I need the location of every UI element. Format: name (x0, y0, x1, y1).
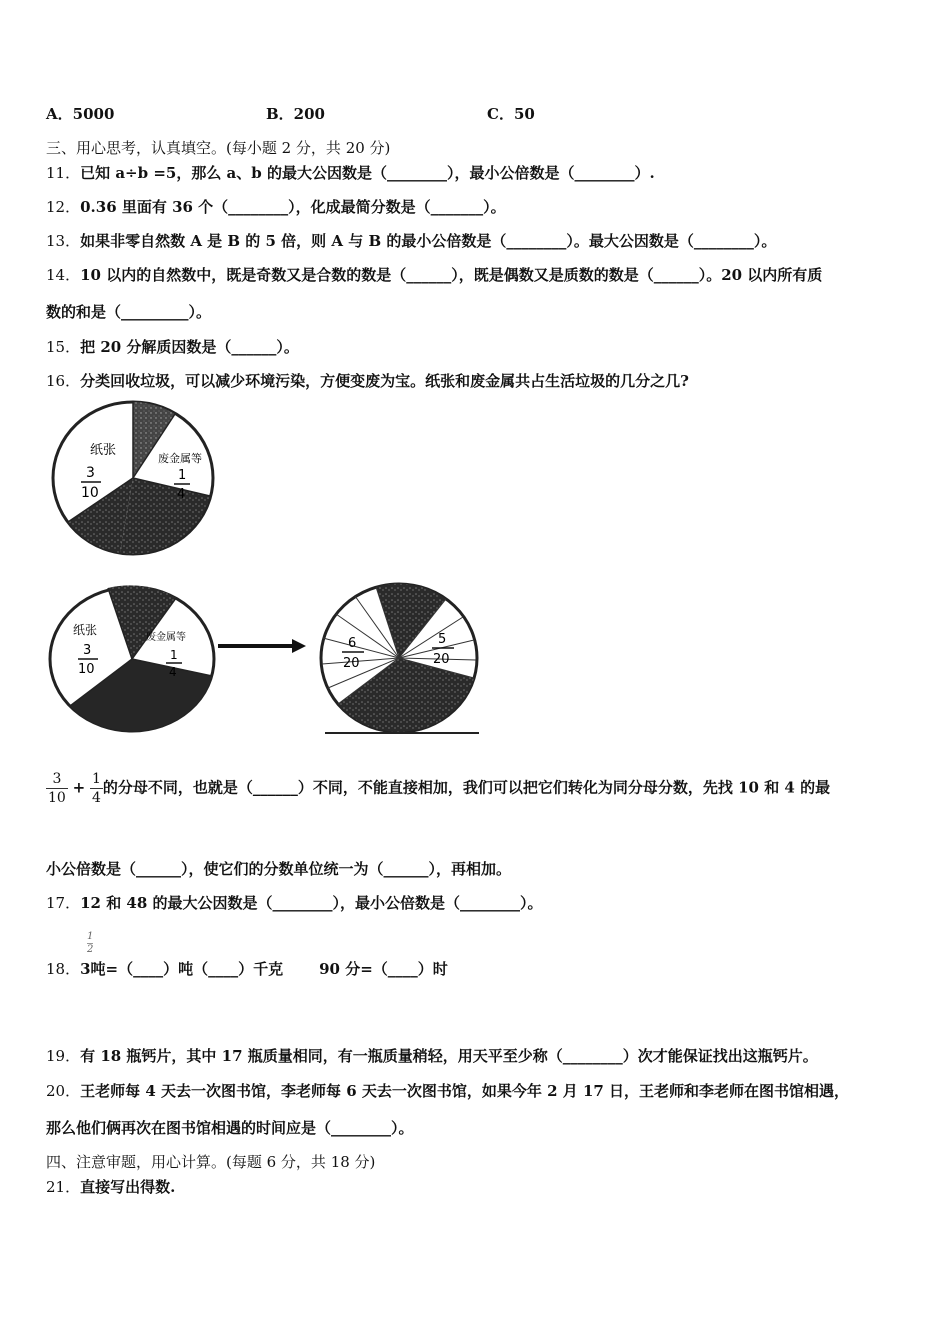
q11-number: 11． (46, 164, 81, 182)
q19-number: 19． (46, 1047, 81, 1065)
q16-text: 分类回收垃圾，可以减少环境污染，方便变废为宝。纸张和废金属共占生活垃圾的几分之几? (80, 372, 689, 390)
q17-text: 12 和 48 的最大公因数是（________），最小公倍数是（________）。 (80, 894, 543, 912)
question-15 (46, 336, 299, 357)
q12-number: 12． (46, 198, 81, 216)
q18-whole: 3 (80, 960, 91, 978)
q16-number: 16． (46, 372, 81, 390)
pie3-right-numerator: 5 (438, 632, 447, 647)
pie3-left-numerator: 6 (348, 636, 357, 651)
garbage-pie-chart (50, 400, 220, 558)
paper-numerator: 3 (86, 465, 95, 481)
q13-text: 如果非零自然数 A 是 B 的 5 倍，则 A 与 B 的最小公倍数是（________）。最大公因数是（________）。 (80, 232, 777, 250)
q13-number: 13． (46, 232, 81, 250)
metal-label: 废金属等 (158, 452, 202, 465)
q21-number: 21． (46, 1178, 81, 1196)
q16-followup-text: 的分母不同，也就是（______）不同，不能直接相加，我们可以把它们转化为同分母分数，先找 10 和 4 的最 (102, 778, 831, 797)
question-12 (46, 196, 506, 217)
q14-number: 14． (46, 266, 81, 284)
paper-denominator: 10 (81, 485, 99, 501)
paper-label: 纸张 (90, 443, 117, 458)
question-17 (46, 892, 543, 913)
fraction-expression (46, 770, 830, 807)
pie2-paper-label: 纸张 (73, 623, 98, 637)
question-19 (46, 1045, 818, 1066)
q19-text: 有 18 瓶钙片，其中 17 瓶质量相同，有一瓶质量稍轻，用天平至少称（________）次才能保证找出这瓶钙片。 (80, 1047, 818, 1065)
pie2-metal-label: 废金属等 (146, 632, 186, 643)
q20-continuation: 那么他们俩再次在图书馆相遇的时间应是（________）。 (46, 1119, 414, 1137)
question-11 (46, 162, 655, 183)
q15-number: 15． (46, 338, 81, 356)
question-16 (46, 370, 689, 391)
pie3-right-denominator: 20 (433, 652, 450, 667)
garbage-pie-chart-2 (48, 584, 220, 734)
question-20 (46, 1080, 849, 1101)
option-b: B．200 (266, 105, 325, 123)
metal-numerator: 1 (178, 468, 187, 483)
q16-followup-continuation: 小公倍数是（______），使它们的分数单位统一为（______），再相加。 (46, 860, 512, 878)
option-a: A．5000 (46, 105, 115, 123)
pie2-paper-denominator: 10 (78, 662, 95, 677)
pie2-paper-numerator: 3 (83, 643, 92, 658)
pie2-metal-denominator: 4 (169, 665, 177, 679)
fraction-3-10: $\frac{3}{10}$ (48, 771, 66, 806)
metal-denominator: 4 (177, 487, 186, 502)
q18-text-2: 90 分=（____）时 (319, 960, 448, 978)
baseline-divider (325, 732, 479, 734)
q20-text: 王老师每 4 天去一次图书馆，李老师每 6 天去一次图书馆，如果今年 2 月 17 日，王老师和李老师在图书馆相遇， (80, 1082, 850, 1100)
q20-number: 20． (46, 1082, 81, 1100)
q12-text: 0.36 里面有 36 个（________），化成最简分数是（_______）。 (80, 198, 506, 216)
plus-sign: + (72, 778, 86, 797)
q17-number: 17． (46, 894, 81, 912)
arrow-right-icon (216, 636, 308, 656)
option-c: C．50 (487, 105, 535, 123)
q21-text: 直接写出得数. (80, 1178, 176, 1196)
question-21 (46, 1176, 175, 1197)
pie2-metal-numerator: 1 (170, 648, 178, 662)
section-4-heading: 四、注意审题，用心计算。(每题 6 分，共 18 分) (46, 1153, 376, 1171)
question-18 (46, 958, 448, 979)
question-13 (46, 230, 776, 251)
q18-number: 18． (46, 960, 81, 978)
question-14 (46, 264, 822, 285)
q18-mixed-fraction: 1 2 (87, 931, 94, 955)
q14-text: 10 以内的自然数中，既是奇数又是合数的数是（______），既是偶数又是质数的数是（______）。20 以内所有质 (80, 266, 823, 284)
q11-text: 已知 a÷b =5，那么 a、b 的最大公因数是（________），最小公倍数是（________）. (80, 164, 655, 182)
q15-text: 把 20 分解质因数是（______）。 (80, 338, 299, 356)
twenty-part-pie-chart (318, 580, 482, 738)
pie3-left-denominator: 20 (343, 656, 360, 671)
fraction-1-4: $\frac{1}{4}$ (91, 771, 101, 806)
q18-text: 吨=（____）吨（____）千克 (90, 960, 284, 978)
q14-continuation: 数的和是（_________）。 (46, 303, 212, 321)
section-3-heading: 三、用心思考，认真填空。(每小题 2 分，共 20 分) (46, 139, 391, 157)
